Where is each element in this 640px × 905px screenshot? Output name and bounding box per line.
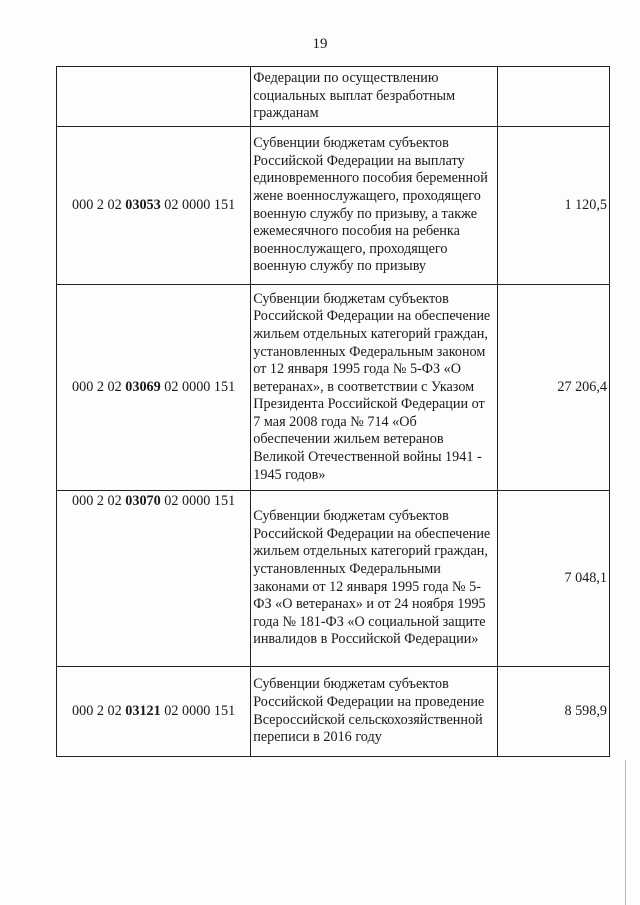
amount-cell [498, 67, 610, 127]
budget-code-cell [57, 127, 251, 285]
description-cell: Субвенции бюджетам субъектов Российской Федерации на выплату единовременного пособия беременной жене военнослужащего, проходящего военную службу по призыву, а также ежемесячного пособия на ребенка военнослужащего, проходящего военную службу по призыву [251, 127, 498, 285]
code-suffix: 02 0000 151 [160, 196, 236, 213]
code-suffix: 02 0000 151 [160, 493, 236, 509]
table-row [57, 491, 610, 667]
table-row [57, 285, 610, 491]
budget-code-cell [57, 491, 251, 667]
code-suffix: 02 0000 151 [160, 378, 236, 395]
description-cell: Субвенции бюджетам субъектов Российской Федерации на проведение Всероссийской сельскохозяйственной переписи в 2016 году [251, 667, 498, 757]
table-row [57, 667, 610, 757]
amount-cell: 27 206,4 [498, 285, 610, 491]
code-bold-part: 03070 [125, 493, 161, 509]
amount-cell: 1 120,5 [498, 127, 610, 285]
code-prefix: 000 2 02 [72, 493, 126, 509]
description-cell: Субвенции бюджетам субъектов Российской Федерации на обеспечение жильем отдельных категорий граждан, установленных Федеральными законами от 12 января 1995 года № 5-ФЗ «О ветеранах» и от 24 ноября 1995 года № 181-ФЗ «О социальной защите инвалидов в Российской Федерации» [251, 491, 498, 667]
table-row [57, 67, 610, 127]
budget-code-cell [57, 67, 251, 127]
code-bold-part: 03053 [125, 196, 161, 213]
code-prefix: 000 2 02 [72, 378, 126, 395]
budget-code-cell [57, 285, 251, 491]
table-row [57, 127, 610, 285]
budget-code-cell [57, 667, 251, 757]
code-bold-part: 03121 [125, 702, 161, 719]
code-prefix: 000 2 02 [72, 196, 126, 213]
budget-revenue-table [56, 66, 610, 757]
description-cell: Субвенции бюджетам субъектов Российской Федерации на обеспечение жильем отдельных категорий граждан, установленных Федеральным законом от 12 января 1995 года № 5-ФЗ «О ветеранах», в соответствии с Указом Президента Российской Федерации от 7 мая 2008 года № 714 «Об обеспечении жильем ветеранов Великой Отечественной войны 1941 - 1945 годов» [251, 285, 498, 491]
code-prefix: 000 2 02 [72, 702, 126, 719]
code-bold-part: 03069 [125, 378, 161, 395]
amount-cell: 7 048,1 [498, 491, 610, 667]
scan-edge-line [625, 760, 626, 905]
code-suffix: 02 0000 151 [160, 702, 236, 719]
description-cell: Федерации по осуществлению социальных выплат безработным гражданам [251, 67, 498, 127]
page-number: 19 [312, 36, 328, 52]
amount-cell: 8 598,9 [498, 667, 610, 757]
